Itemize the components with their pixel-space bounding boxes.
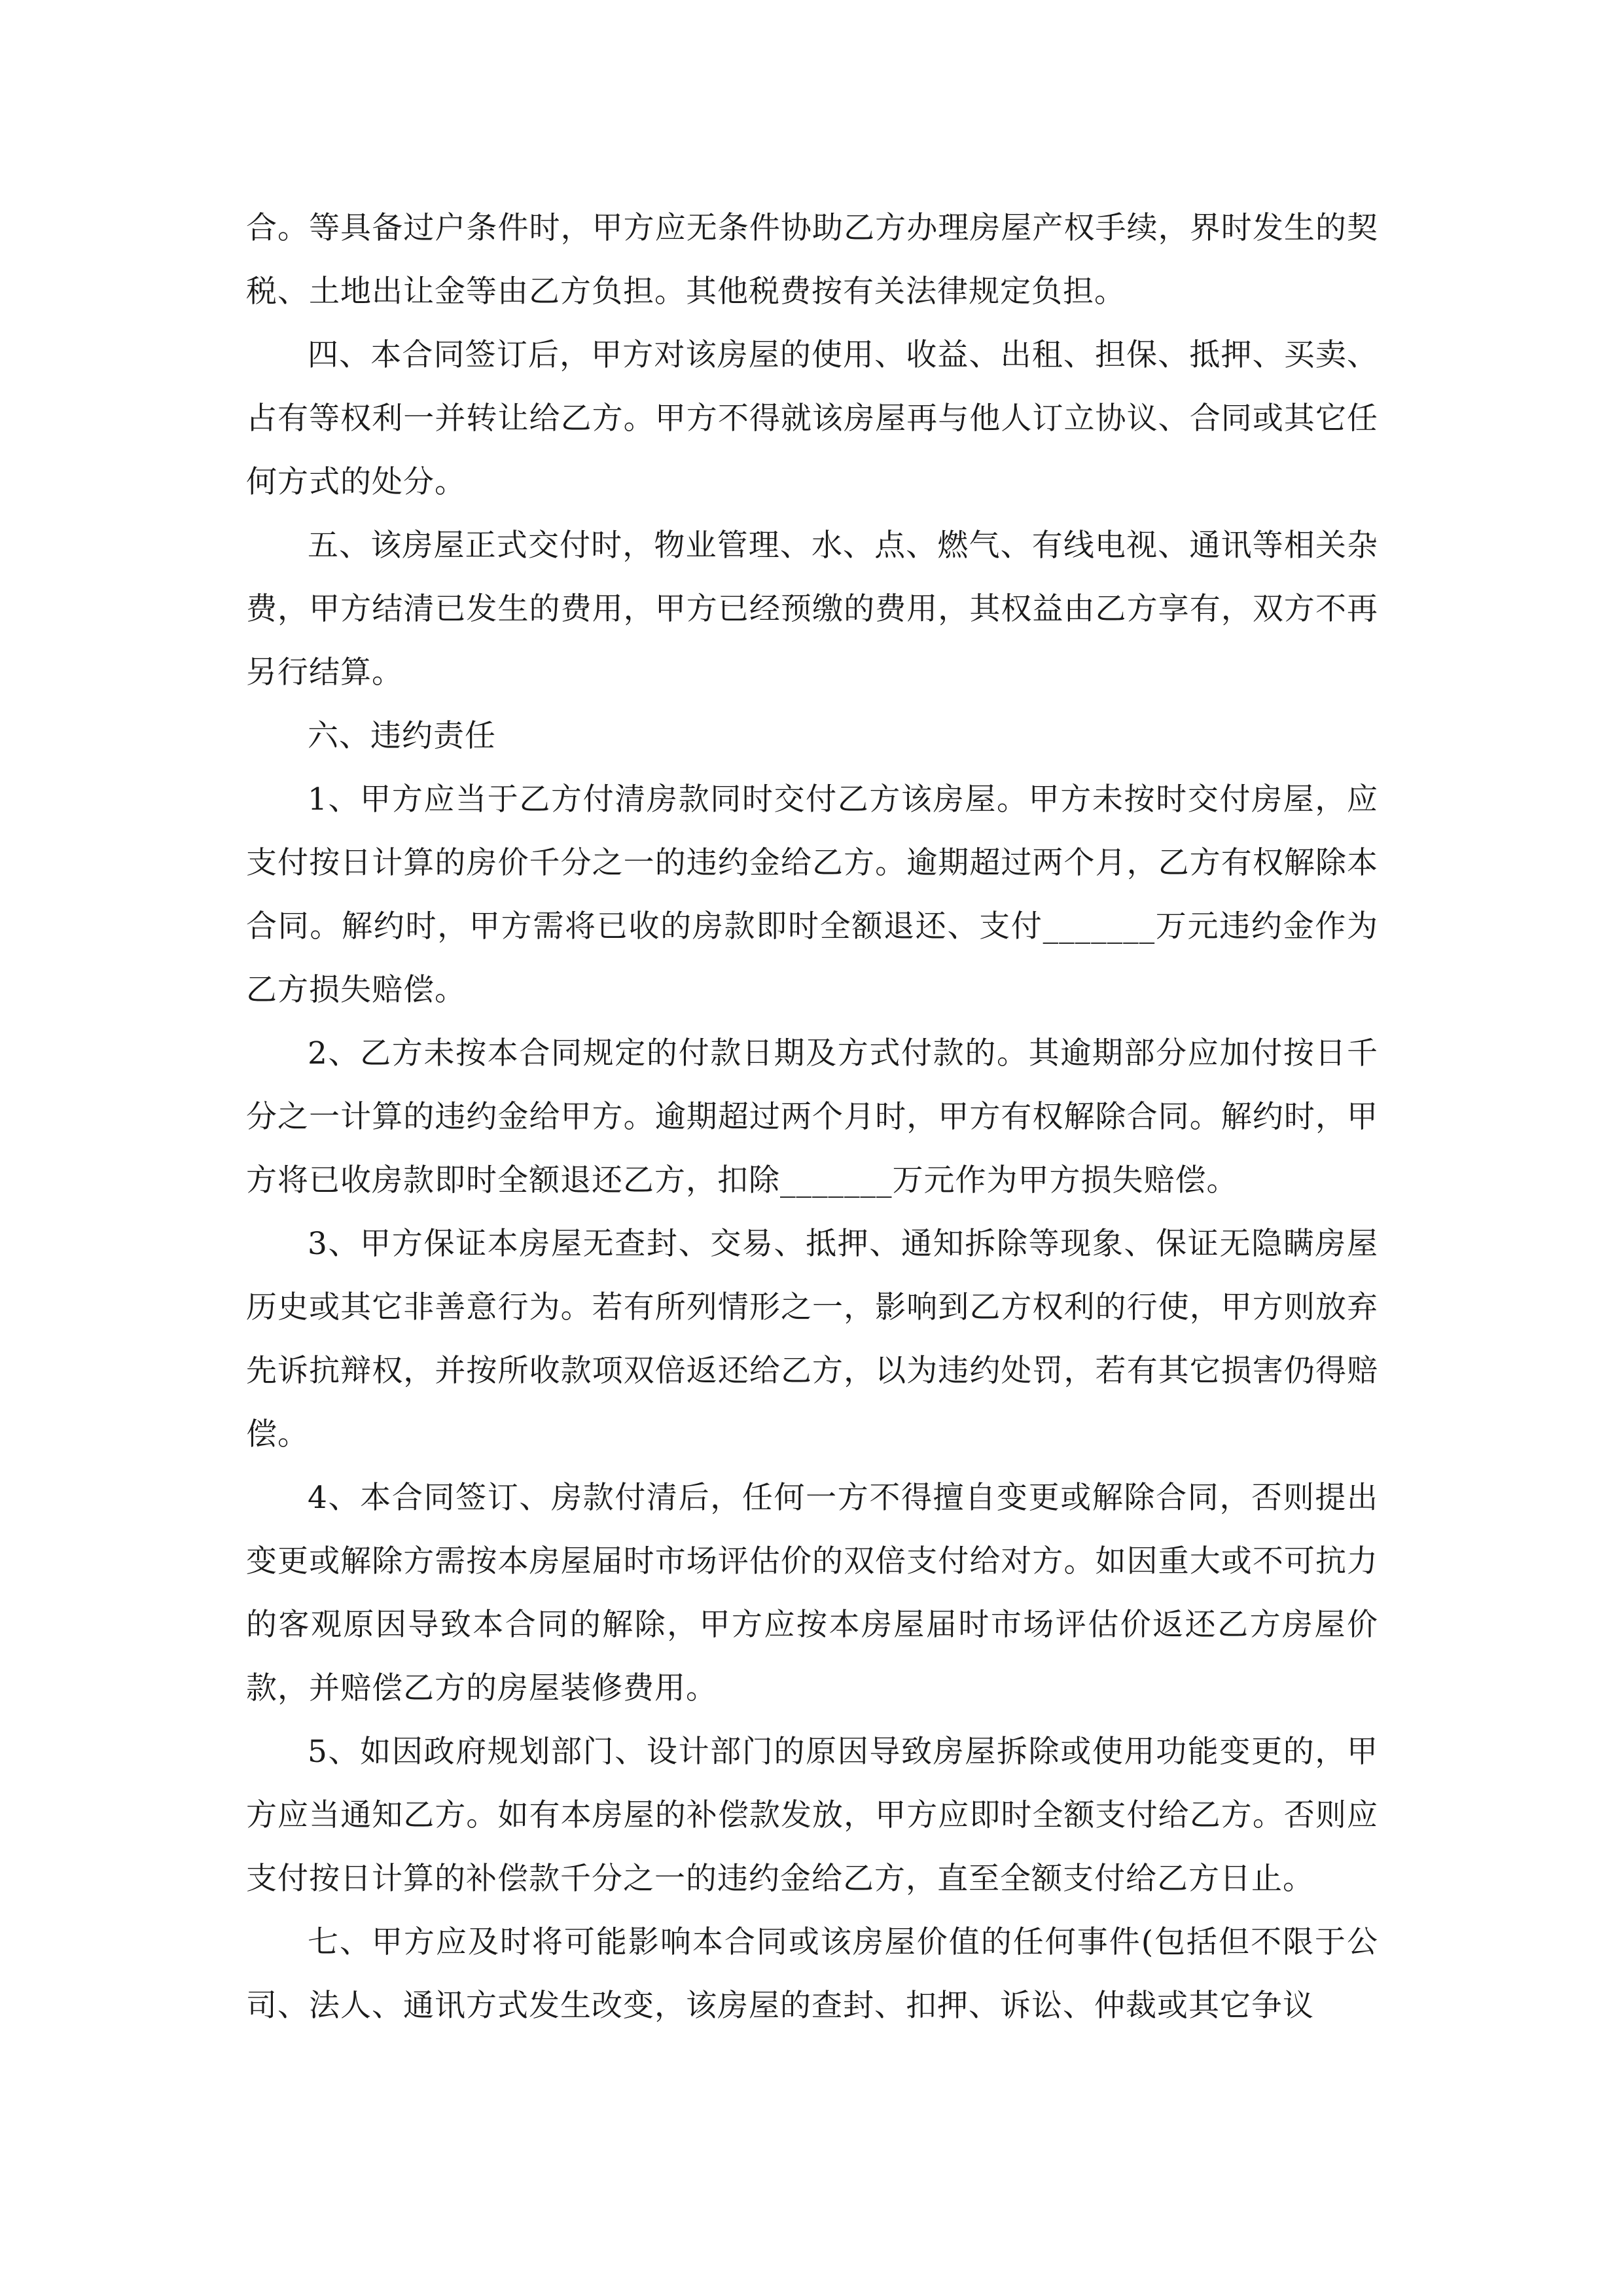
paragraph-clause-7: 七、甲方应及时将可能影响本合同或该房屋价值的任何事件(包括但不限于公司、法人、通讯方式发生改变，该房屋的查封、扣押、诉讼、仲裁或其它争议	[246, 1924, 1378, 2024]
paragraph-clause-6-heading: 六、违约责任	[308, 718, 496, 754]
paragraph-clause-4: 四、本合同签订后，甲方对该房屋的使用、收益、出租、担保、抵押、买卖、占有等权利一并转让给乙方。甲方不得就该房屋再与他人订立协议、合同或其它任何方式的处分。	[246, 337, 1378, 500]
paragraph-clause-6-2: 2、乙方未按本合同规定的付款日期及方式付款的。其逾期部分应加付按日千分之一计算的违约金给甲方。逾期超过两个月时，甲方有权解除合同。解约时，甲方将已收房款即时全额退还乙方，扣除_______万元作为甲方损失赔偿。	[246, 1035, 1378, 1198]
paragraph-clause-6-5: 5、如因政府规划部门、设计部门的原因导致房屋拆除或使用功能变更的，甲方应当通知乙方。如有本房屋的补偿款发放，甲方应即时全额支付给乙方。否则应支付按日计算的补偿款千分之一的违约金给乙方，直至全额支付给乙方日止。	[246, 1734, 1378, 1897]
paragraph-clause-5: 五、该房屋正式交付时，物业管理、水、点、燃气、有线电视、通讯等相关杂费，甲方结清已发生的费用，甲方已经预缴的费用，其权益由乙方享有，双方不再另行结算。	[246, 528, 1378, 691]
paragraph-clause-6-3: 3、甲方保证本房屋无查封、交易、抵押、通知拆除等现象、保证无隐瞒房屋历史或其它非善意行为。若有所列情形之一，影响到乙方权利的行使，甲方则放弃先诉抗辩权，并按所收款项双倍返还给乙方，以为违约处罚，若有其它损害仍得赔偿。	[246, 1226, 1378, 1452]
paragraph-title-transfer-continued: 合。等具备过户条件时，甲方应无条件协助乙方办理房屋产权手续，界时发生的契税、土地出让金等由乙方负担。其他税费按有关法律规定负担。	[246, 210, 1378, 310]
paragraph-clause-6-1: 1、甲方应当于乙方付清房款同时交付乙方该房屋。甲方未按时交付房屋，应支付按日计算的房价千分之一的违约金给乙方。逾期超过两个月，乙方有权解除本合同。解约时，甲方需将已收的房款即时全额退还、支付_______万元违约金作为乙方损失赔偿。	[246, 781, 1378, 1008]
document-body	[246, 196, 1378, 2037]
paragraph-clause-6-4: 4、本合同签订、房款付清后，任何一方不得擅自变更或解除合同，否则提出变更或解除方需按本房屋届时市场评估价的双倍支付给对方。如因重大或不可抗力的客观原因导致本合同的解除，甲方应按本房屋届时市场评估价返还乙方房屋价款，并赔偿乙方的房屋装修费用。	[246, 1480, 1378, 1706]
